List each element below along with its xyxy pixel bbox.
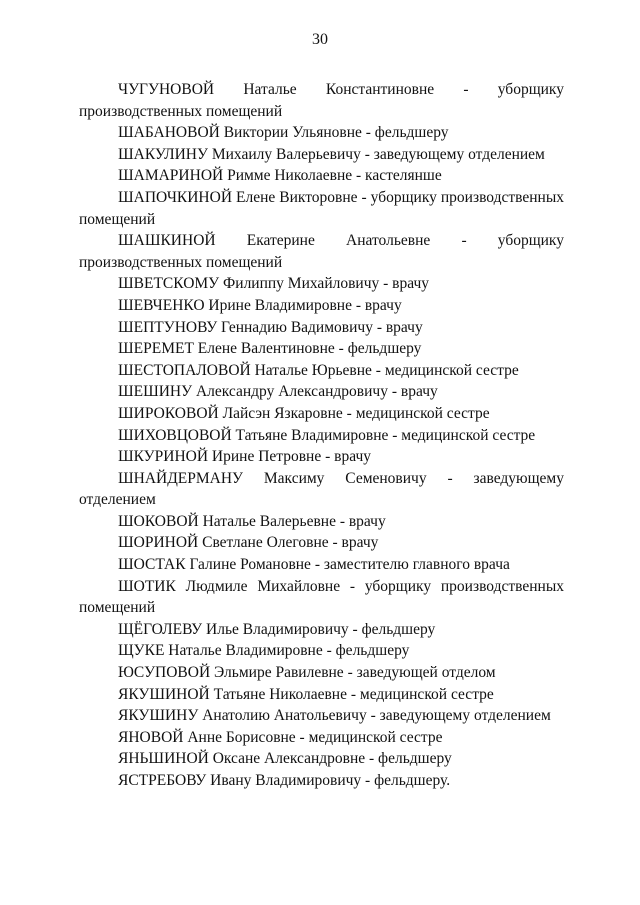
- list-item: ЯСТРЕБОВУ Ивану Владимировичу - фельдшеру.: [118, 772, 451, 789]
- list-item: ШОРИНОЙ Светлане Олеговне - врачу: [118, 534, 379, 552]
- list-item: ШОТИК Людмиле Михайловне - уборщику производственных помещений: [79, 577, 564, 617]
- list-item: ШАШКИНОЙ Екатерине Анатольевне - уборщику производственных помещений: [79, 232, 564, 271]
- list-item: ШАБАНОВОЙ Виктории Ульяновне - фельдшеру: [118, 124, 449, 142]
- list-item: ШНАЙДЕРМАНУ Максиму Семеновичу - заведующему отделением: [79, 469, 564, 509]
- list-item: ЩЁГОЛЕВУ Илье Владимировичу - фельдшеру: [118, 620, 436, 638]
- list-item: ШАКУЛИНУ Михаилу Валерьевичу - заведующему отделением: [118, 145, 545, 163]
- list-item: ШЕВЧЕНКО Ирине Владимировне - врачу: [118, 296, 402, 314]
- list-item: ШИХОВЦОВОЙ Татьяне Владимировне - медицинской сестре: [118, 426, 536, 444]
- page-number: 30: [312, 31, 328, 48]
- list-item: ШЕСТОПАЛОВОЙ Наталье Юрьевне - медицинской сестре: [118, 361, 519, 379]
- list-item: ЯНЬШИНОЙ Оксане Александровне - фельдшеру: [118, 750, 452, 768]
- list-item: ЯКУШИНУ Анатолию Анатольевичу - заведующему отделением: [118, 707, 551, 725]
- list-item: ШИРОКОВОЙ Лайсэн Язкаровне - медицинской сестре: [118, 404, 490, 422]
- list-item: ШКУРИНОЙ Ирине Петровне - врачу: [118, 448, 372, 466]
- list-item: ШАМАРИНОЙ Римме Николаевне - кастелянше: [118, 167, 442, 185]
- list-item: ЯКУШИНОЙ Татьяне Николаевне - медицинской сестре: [118, 685, 494, 703]
- list-item: ШЕШИНУ Александру Александровичу - врачу: [118, 383, 438, 401]
- list-item: ШЕПТУНОВУ Геннадию Вадимовичу - врачу: [118, 318, 423, 336]
- list-item: ЧУГУНОВОЙ Наталье Константиновне - уборщику производственных помещений: [79, 81, 564, 120]
- list-item: ШВЕТСКОМУ Филиппу Михайловичу - врачу: [118, 275, 430, 293]
- list-item: ЩУКЕ Наталье Владимировне - фельдшеру: [118, 642, 410, 660]
- award-recipient-list: [79, 79, 564, 792]
- list-item: ШЕРЕМЕТ Елене Валентиновне - фельдшеру: [118, 340, 422, 358]
- list-item: ШАПОЧКИНОЙ Елене Викторовне - уборщику производственных помещений: [79, 188, 564, 228]
- list-item: ЮСУПОВОЙ Эльмире Равилевне - заведующей отделом: [118, 664, 496, 682]
- list-item: ШОСТАК Галине Романовне - заместителю главного врача: [118, 556, 510, 574]
- list-item: ЯНОВОЙ Анне Борисовне - медицинской сестре: [118, 728, 443, 746]
- list-item: ШОКОВОЙ Наталье Валерьевне - врачу: [118, 512, 386, 530]
